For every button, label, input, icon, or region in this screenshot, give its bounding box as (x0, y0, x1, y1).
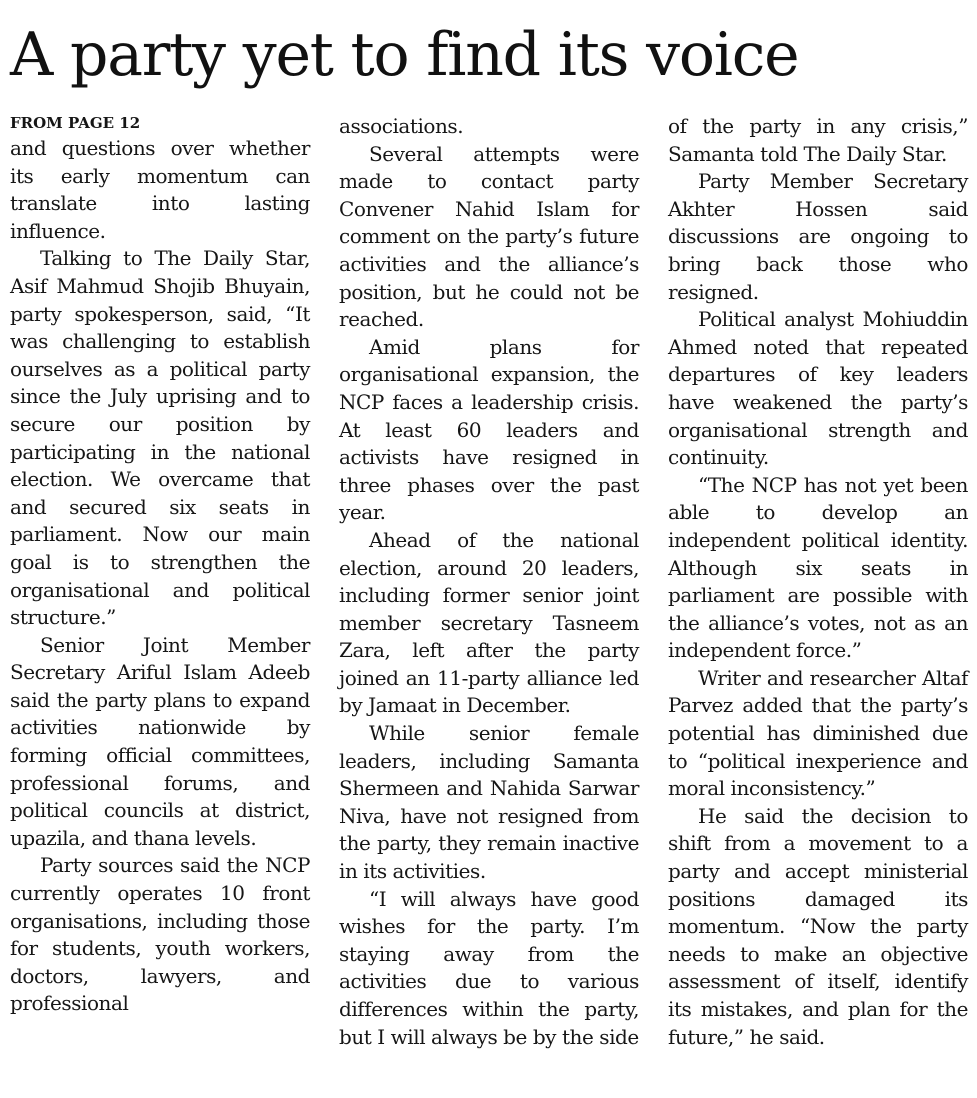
paragraph: associations. (339, 114, 464, 138)
article-column-2 (339, 113, 639, 1051)
paragraph: “The NCP has not yet been able to develop an independent political identity. Although six seats in parliament are possible with the alliance’s votes, not as an independent force.” (668, 472, 968, 663)
paragraph: of the party in any crisis,” Samanta told The Daily Star. (668, 114, 968, 166)
paragraph: Several attempts were made to contact party Convener Nahid Islam for comment on the party’s future activities and the alliance’s position, but he could not be reached. (339, 141, 639, 332)
continuation-kicker: FROM PAGE 12 (10, 114, 141, 132)
paragraph: Party Member Secretary Akhter Hossen said discussions are ongoing to bring back those who resigned. (668, 169, 968, 304)
paragraph: Party sources said the NCP currently operates 10 front organisations, including those for students, youth workers, doctors, lawyers, and professional (10, 853, 310, 1016)
paragraph: Ahead of the national election, around 20 leaders, including former senior joint member secretary Tasneem Zara, left after the party joined an 11-party alliance led by Jamaat in December. (339, 527, 639, 718)
paragraph: He said the decision to shift from a movement to a party and accept ministerial positions damaged its momentum. “Now the party needs to make an objective assessment of itself, identify its mistakes, and plan for the future,” he said. (668, 803, 968, 1049)
paragraph: While senior female leaders, including Samanta Shermeen and Nahida Sarwar Niva, have not resigned from the party, they remain inactive in its activities. (339, 721, 639, 884)
article-column-3 (668, 113, 968, 1051)
paragraph: “I will always have good wishes for the party. I’m staying away from the activities due to various differences within the party, but I will always be by the side (339, 886, 639, 1049)
paragraph: Talking to The Daily Star, Asif Mahmud Shojib Bhuyain, party spokesperson, said, “It was challenging to establish ourselves as a political party since the July uprising and to secure our position by participating in the national election. We overcame that and secured six seats in parliament. Now our main goal is to strengthen the organisational and political structure.” (10, 246, 310, 630)
paragraph: and questions over whether its early momentum can translate into lasting influence. (10, 136, 310, 243)
paragraph: Senior Joint Member Secretary Ariful Islam Adeeb said the party plans to expand activities nationwide by forming official committees, professional forums, and political councils at district, upazila, and thana levels. (10, 632, 310, 850)
paragraph: Writer and researcher Altaf Parvez added that the party’s potential has diminished due to “political inexperience and moral inconsistency.” (668, 665, 968, 801)
paragraph: Political analyst Mohiuddin Ahmed noted that repeated departures of key leaders have weakened the party’s organisational strength and continuity. (668, 307, 968, 470)
headline: A party yet to find its voice (10, 20, 799, 90)
article-column-1 (10, 113, 310, 1018)
paragraph: Amid plans for organisational expansion, the NCP faces a leadership crisis. At least 60 leaders and activists have resigned in three phases over the past year. (339, 334, 639, 525)
